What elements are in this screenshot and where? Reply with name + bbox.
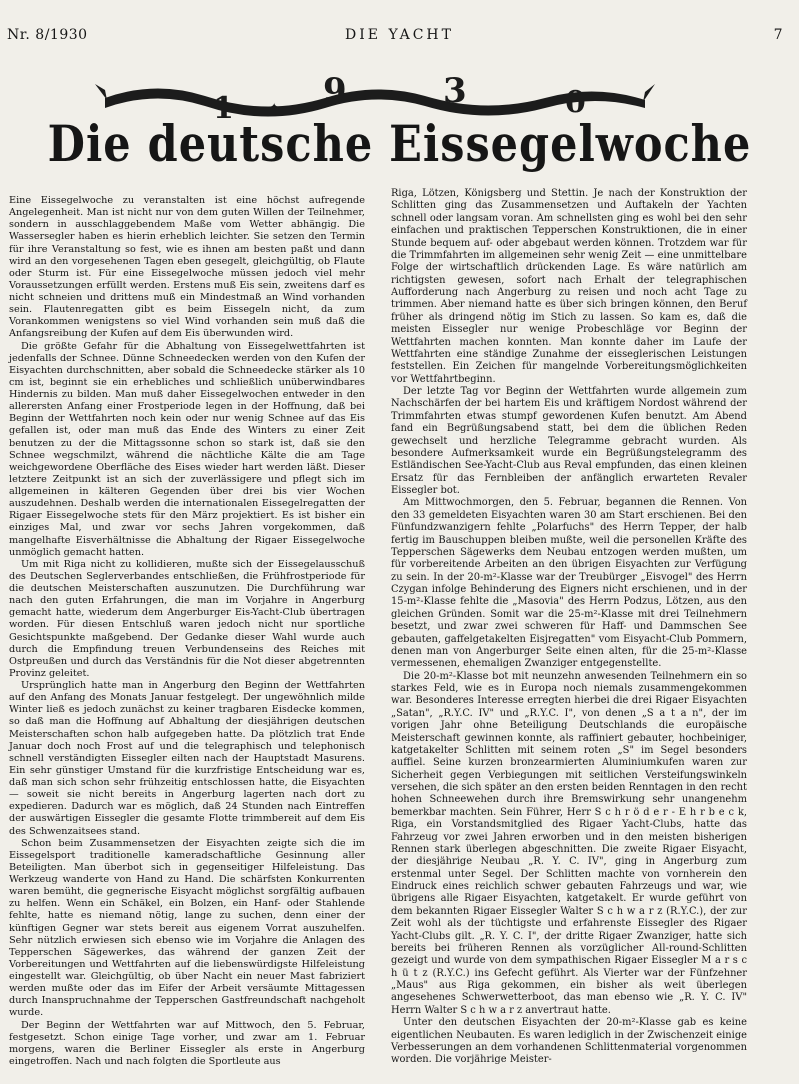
paragraph: Die größte Gefahr für die Abhaltung von Eissegelwettfahrten ist jedenfalls der Schnee. Dünne Schneedecken werden von den Kufen der Eisyachten durchschnitten, aber sobald die Schneedecke stärker als 10 cm ist, beginnt sie ein erhebliches und schließlich unüberwindbares Hindernis zu bilden. Man muß daher Eissegelwochen entweder in den allerersten Anfang einer Frostperiode legen in der Hoffnung, daß bei Beginn der Wettfahrten noch kein oder nur wenig Schnee auf das Eis gefallen ist, oder man muß das Ende des Winters zu einer Zeit benutzen zu der die Mittagssonne schon so stark ist, daß sie den Schnee wegschmilzt, während die nächtliche Kälte die am Tage weichgewordene Oberfläche des Eises wieder hart werden läßt. Dieser letztere Zeitpunkt ist an sich der zuverlässigere und pflegt sich im allgemeinen in kälteren Gegenden über drei bis vier Wochen auszudehnen. Deshalb werden die internationalen Eissegelregatten der Rigaer Eissegelwoche stets für den März projektiert. Es ist bisher ein einziges Mal, und zwar vor sechs Jahren vorgekommen, daß mangelhafte Eisverhältnisse die Abhaltung der Rigaer Eissegelwoche unmöglich gemacht hatten. bbox=[9, 340, 365, 558]
paragraph: Unter den deutschen Eisyachten der 20-m²-Klasse gab es keine eigentlichen Neubauten. Es waren lediglich in der Zwischenzeit einige Verbesserungen an dem vorhandenen Schlittenmaterial vorgenommen worden. Die vorjährige Meister- bbox=[391, 1017, 747, 1066]
journal-name: DIE YACHT bbox=[345, 27, 454, 43]
paragraph: Eine Eissegelwoche zu veranstalten ist eine höchst aufregende Angelegenheit. Man ist nicht nur von dem guten Willen der Teilnehmer, sondern in ausschlaggebendem Maße vom Wetter abhängig. Die Wassersegler haben es hierin erheblich leichter. Sie setzen den Termin für ihre Veranstaltung so fest, wie es ihnen am besten paßt und dann wird an den vorgesehenen Tagen eben gesegelt, gleichgültig, ob Flaute oder Sturm ist. Für eine Eissegelwoche müssen jedoch viel mehr Voraussetzungen erfüllt werden. Erstens muß Eis sein, zweitens darf es nicht schneien und drittens muß ein Mindestmaß an Wind vorhanden sein. Flautenregatten gibt es beim Eissegeln nicht, da zum Vorankommen wenigstens so viel Wind vorhanden sein muß daß die Anfangsreibung der Kufen auf dem Eis überwunden wird. bbox=[9, 195, 365, 340]
issue-number: Nr. 8/1930 bbox=[7, 27, 88, 43]
banner-ribbon bbox=[105, 88, 645, 116]
paragraph: Schon beim Zusammensetzen der Eisyachten zeigte sich die im Eissegelsport traditionelle kameradschaftliche Gesinnung aller Beteiligten. Man überbot sich in gegenseitiger Hilfeleistung. Das Werkzeug wanderte von Hand zu Hand. Die schärfsten Konkurrenten waren bemüht, die gegnerische Eisyacht möglichst sorgfältig aufbauen zu helfen. Wenn ein Schäkel, ein Bolzen, ein Hanf- oder Stahlende fehlte, hatte es niemand nötig, lange zu suchen, denn einer der künftigen Gegner war stets bereit aus eigenem Vorrat auszuhelfen. Sehr nützlich erwiesen sich ebenso wie im Vorjahre die Anlagen des Tepperschen Sägewerkes, das während der ganzen Zeit der Vorbereitungen und Wettfahrten auf die liebenswürdigste Hilfeleistung eingestellt war. Gleichgültig, ob über Nacht ein neuer Mast fabriziert werden mußte oder das im Eifer der Arbeit versäumte Mittagessen durch Inanspruchnahme der Tepperschen Gastfreundschaft nachgeholt wurde. bbox=[9, 837, 365, 1019]
paragraph: Der Beginn der Wettfahrten war auf Mittwoch, den 5. Februar, festgesetzt. Schon einige Tage vorher, und zwar am 1. Februar morgens, waren die Berliner Eissegler als erste in Angerburg eingetroffen. Nach und nach folgten die Sportleute aus bbox=[9, 1019, 365, 1067]
paragraph: Am Mittwochmorgen, den 5. Februar, begannen die Rennen. Von den 33 gemeldeten Eisyachten waren 30 am Start erschienen. Bei den Fünfundzwanzigern fehlte „Polarfuchs" des Herrn Tepper, der halb fertig im Bauschuppen bleiben mußte, weil die personellen Kräfte des Tepperschen Sägewerks dem Neubau entzogen werden mußten, um für vorbereitende Arbeiten an den übrigen Eisyachten zur Verfügung zu sein. In der 20-m²-Klasse war der Treubürger „Eisvogel" des Herrn Czygan infolge Behinderung des Eigners nicht erschienen, und in der 15-m²-Klasse fehlte die „Masovia" des Herrn Podzus, Lötzen, aus den gleichen Gründen. Somit war die 25-m²-Klasse mit drei Teilnehmern besetzt, und zwar zwei schweren für Haff- und Dammschen See gebauten, gaffelgetakelten Eisjregatten" vom Eisyacht-Club Pommern, denen man von Angerburger Seite einen alten, für die 25-m²-Klasse vermessenen, ehemaligen Zwanziger entgegenstellte. bbox=[391, 497, 747, 670]
left-column bbox=[9, 195, 365, 1068]
banner-digit: 9 bbox=[323, 71, 347, 111]
year-banner bbox=[95, 60, 655, 122]
paragraph: Riga, Lötzen, Königsberg und Stettin. Je nach der Konstruktion der Schlitten ging das Zusammensetzen und Auftakeln der Yachten schnell oder langsam voran. Am schnellsten ging es wohl bei den sehr einfachen und praktischen Tepperschen Konstruktionen, die in einer Stunde bequem auf- oder abgebaut werden können. Trotzdem war für die Trimmfahrten im allgemeinen sehr wenig Zeit — eine unmittelbare Folge der wirtschaftlich drückenden Lage. Es wäre natürlich am richtigsten gewesen, sofort nach Erhalt der telegraphischen Aufforderung nach Angerburg zu reisen und noch acht Tage zu trimmen. Aber niemand hatte es über sich bringen können, den Beruf früher als dringend nötig im Stich zu lassen. So kam es, daß die meisten Eissegler nur wenige Probeschläge vor Beginn der Wettfahrten machen konnten. Man konnte daher im Laufe der Wettfahrten eine ständige Zunahme der eisseglerischen Leistungen feststellen. Ein Zeichen für mangelnde Vorbereitungsmöglichkeiten vor Wettfahrtbeginn. bbox=[391, 188, 747, 385]
paragraph: Der letzte Tag vor Beginn der Wettfahrten wurde allgemein zum Nachschärfen der bei hartem Eis und kräftigem Nordost während der Trimmfahrten etwas stumpf gewordenen Kufen benutzt. Am Abend fand ein Begrüßungsabend statt, bei dem die üblichen Reden gewechselt und herzliche Telegramme gebracht wurden. Als besondere Aufmerksamkeit wurde ein Begrüßungstelegramm des Estländischen See-Yacht-Club aus Reval empfunden, das einen kleinen Ersatz für das Fernbleiben der anfänglich erwarteten Revaler Eissegler bot. bbox=[391, 386, 747, 496]
paragraph: Um mit Riga nicht zu kollidieren, mußte sich der Eissegelausschuß des Deutschen Seglerverbandes entschließen, die Frühfrostperiode für die deutschen Meisterschaften auszunutzen. Die Durchführung war nach den guten Erfahrungen, die man im Vorjahre in Angerburg gemacht hatte, wiederum dem Angerburger Eis-Yacht-Club übertragen worden. Für diesen Entschluß waren jedoch nicht nur sportliche Gesichtspunkte maßgebend. Der Gedanke dieser Wahl wurde auch durch die Empfindung treuen Verbundenseins des Reiches mit Ostpreußen und durch das Verständnis für die Not dieser abgetrennten Provinz geleitet. bbox=[9, 558, 365, 679]
star-ornament: ✦ bbox=[515, 104, 524, 115]
page-header bbox=[0, 0, 799, 52]
banner-digit: 3 bbox=[443, 71, 467, 111]
star-ornament: ✦ bbox=[270, 102, 279, 113]
banner-digit: 1 bbox=[213, 91, 234, 122]
paragraph: Ursprünglich hatte man in Angerburg den Beginn der Wettfahrten auf den Anfang des Monats Januar festgelegt. Der ungewöhnlich milde Winter ließ es jedoch zunächst zu keiner tragbaren Eisdecke kommen, so daß man die Hoffnung auf Abhaltung der diesjährigen deutschen Meisterschaften schon halb aufgegeben hatte. Da plötzlich trat Ende Januar doch noch Frost auf und die telegraphisch und telephonisch schnell verständigten Eissegler eilten nach der Hauptstadt Masurens. Ein sehr günstiger Umstand für die kurzfristige Entscheidung war es, daß man sich schon sehr frühzeitig entschlossen hatte, die Eisyachten — soweit sie nicht bereits in Angerburg lagerten nach dort zu expedieren. Dadurch war es möglich, daß 24 Stunden nach Eintreffen der auswärtigen Eissegler die gesamte Flotte trimmbereit auf dem Eis des Schwenzaitsees stand. bbox=[9, 680, 365, 837]
page-number: 7 bbox=[773, 27, 783, 43]
paragraph: Die 20-m²-Klasse bot mit neunzehn anwesenden Teilnehmern ein so starkes Feld, wie es in Europa noch niemals zusammengekommen war. Besonderes Interesse erregten hierbei die drei Rigaer Eisyachten „Satan", „R.Y.C. IV" und „R.Y.C. I", von denen „S a t a n", der im vorigen Jahr ohne Beteiligung Deutschlands die europäische Meisterschaft gewinnen konnte, als raffiniert gebauter, hochbeiniger, katgetakelter Schlitten mit seinem roten „S" im Segel besonders auffiel. Seine kurzen bronzearmierten Aluminiumkufen waren zur Sicherheit gegen Verbiegungen mit seitlichen Versteifungswinkeln versehen, die sich später an den ersten beiden Renntagen in den recht hohen Schneewehen durch ihre Bremswirkung sehr unangenehm bemerkbar machten. Sein Führer, Herr S c h r ö d e r - E h r b e c k, Riga, ein Vorstandsmitglied des Rigaer Yacht-Clubs, hatte das Fahrzeug vor zwei Jahren erworben und in den meisten bisherigen Rennen stark überlegen abgeschnitten. Die zweite Rigaer Eisyacht, der diesjährige Neubau „R. Y. C. IV", ging in Angerburg zum erstenmal unter Segel. Der Schlitten machte von vornherein den Eindruck eines reichlich schwer gebauten Fahrzeugs und war, wie übrigens alle Rigaer Eisyachten, katgetakelt. Er wurde geführt von dem bekannten Rigaer Eissegler Walter S c h w a r z (R.Y.C.), der zur Zeit wohl als der tüchtigste und erfahrenste Eissegler des Rigaer Yacht-Clubs gilt. „R. Y. C. I", der dritte Rigaer Zwanziger, hatte sich bereits bei früheren Rennen als vorzüglicher All-round-Schlitten gezeigt und wurde von dem sympathischen Rigaer Eissegler M a r s c h ü t z (R.Y.C.) ins Gefecht geführt. Als Vierter war der Fünfzehner „Maus" aus Riga gekommen, ein bisher als weit überlegen angesehenes Schwerwetterboot, das man ebenso wie „R. Y. C. IV" Herrn Walter S c h w a r z anvertraut hatte. bbox=[391, 670, 747, 1016]
banner-digit: 0 bbox=[565, 85, 586, 120]
right-column bbox=[391, 188, 747, 1067]
article-title: Die deutsche Eissegelwoche bbox=[47, 116, 752, 174]
